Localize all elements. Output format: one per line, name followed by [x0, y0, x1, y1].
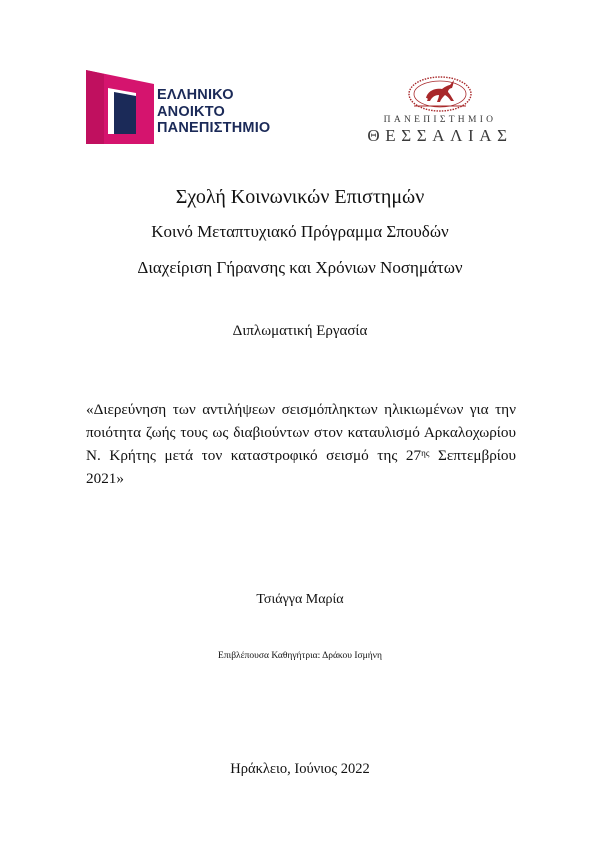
thesis-title-main: «Διερεύνηση των αντιλήψεων σεισμόπληκτων ηλικιωμένων για την ποιότητα ζωής τους ως διαβιούντων στον καταυλισμό Αρκαλοχωρίου Ν. Κρήτης μετά τον καταστροφικό σεισμό της 27 [86, 401, 516, 464]
eap-logo-text [157, 87, 270, 137]
uth-seal-icon [406, 72, 474, 112]
school-name: Σχολή Κοινωνικών Επιστημών [175, 186, 425, 208]
specialty-name: Διαχείριση Γήρανσης και Χρόνιων Νοσημάτων [137, 258, 463, 277]
thesis-title [86, 398, 516, 490]
thesis-title-superscript: ης [421, 448, 430, 458]
thesis-title-end: Σεπτεμβρίου 2021» [86, 447, 517, 487]
uth-logo [355, 72, 525, 152]
eap-emblem-icon [86, 70, 154, 144]
eap-logo-line-2: ΑΝΟΙΚΤΟ [157, 103, 225, 120]
program-name: Κοινό Μεταπτυχιακό Πρόγραμμα Σπουδών [151, 222, 449, 241]
author-name: Τσιάγγα Μαρία [256, 592, 344, 607]
place-and-date: Ηράκλειο, Ιούνιος 2022 [230, 761, 370, 777]
uth-logo-line-1: ΠΑΝΕΠΙΣΤΗΜΙΟ [383, 115, 497, 125]
eap-logo [86, 70, 286, 150]
thesis-type: Διπλωματική Εργασία [232, 323, 368, 339]
uth-logo-line-2: ΘΕΣΣΑΛΙΑΣ [367, 126, 513, 145]
eap-logo-line-1: ΕΛΛΗΝΙΚΟ [157, 87, 234, 103]
supervisor-line: Επιβλέπουσα Καθηγήτρια: Δράκου Ισμήνη [218, 651, 382, 661]
eap-logo-line-3: ΠΑΝΕΠΙΣΤΗΜΙΟ [157, 120, 271, 136]
